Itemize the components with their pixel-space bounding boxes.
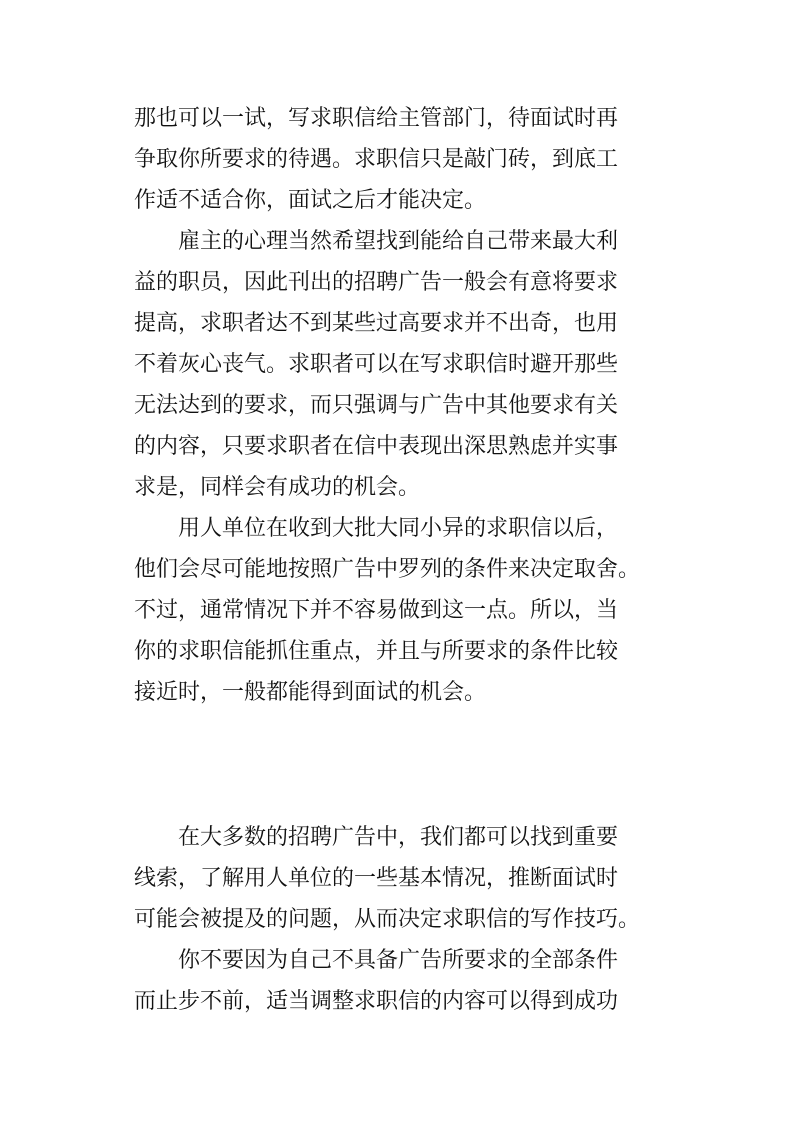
text-line: 而止步不前，适当调整求职信的内容可以得到成功 bbox=[134, 989, 619, 1014]
text-section-1 bbox=[134, 98, 674, 713]
text-line: 你不要因为自己不具备广告所要求的全部条件 bbox=[134, 948, 619, 973]
text-line: 在大多数的招聘广告中，我们都可以找到重要 bbox=[134, 825, 619, 850]
text-line: 作适不适合你，面试之后才能决定。 bbox=[134, 188, 487, 213]
text-line: 可能会被提及的问题，从而决定求职信的写作技巧。 bbox=[134, 907, 641, 932]
text-line: 线索，了解用人单位的一些基本情况，推断面试时 bbox=[134, 866, 619, 891]
text-line: 提高，求职者达不到某些过高要求并不出奇，也用 bbox=[134, 311, 619, 336]
text-line: 争取你所要求的待遇。求职信只是敲门砖，到底工 bbox=[134, 147, 619, 172]
text-line: 不过，通常情况下并不容易做到这一点。所以，当 bbox=[134, 598, 619, 623]
text-line: 那也可以一试，写求职信给主管部门，待面试时再 bbox=[134, 106, 619, 131]
text-line: 接近时，一般都能得到面试的机会。 bbox=[134, 680, 487, 705]
text-line: 益的职员，因此刊出的招聘广告一般会有意将要求 bbox=[134, 270, 619, 295]
text-line: 你的求职信能抓住重点，并且与所要求的条件比较 bbox=[134, 639, 619, 664]
text-section-2 bbox=[134, 817, 674, 1022]
text-line: 雇主的心理当然希望找到能给自己带来最大利 bbox=[134, 229, 619, 254]
text-line: 无法达到的要求，而只强调与广告中其他要求有关 bbox=[134, 393, 619, 418]
text-line: 的内容，只要求职者在信中表现出深思熟虑并实事 bbox=[134, 434, 619, 459]
text-line: 他们会尽可能地按照广告中罗列的条件来决定取舍。 bbox=[134, 557, 641, 582]
text-line: 用人单位在收到大批大同小异的求职信以后， bbox=[134, 516, 619, 541]
text-line: 不着灰心丧气。求职者可以在写求职信时避开那些 bbox=[134, 352, 619, 377]
text-line: 求是，同样会有成功的机会。 bbox=[134, 475, 421, 500]
